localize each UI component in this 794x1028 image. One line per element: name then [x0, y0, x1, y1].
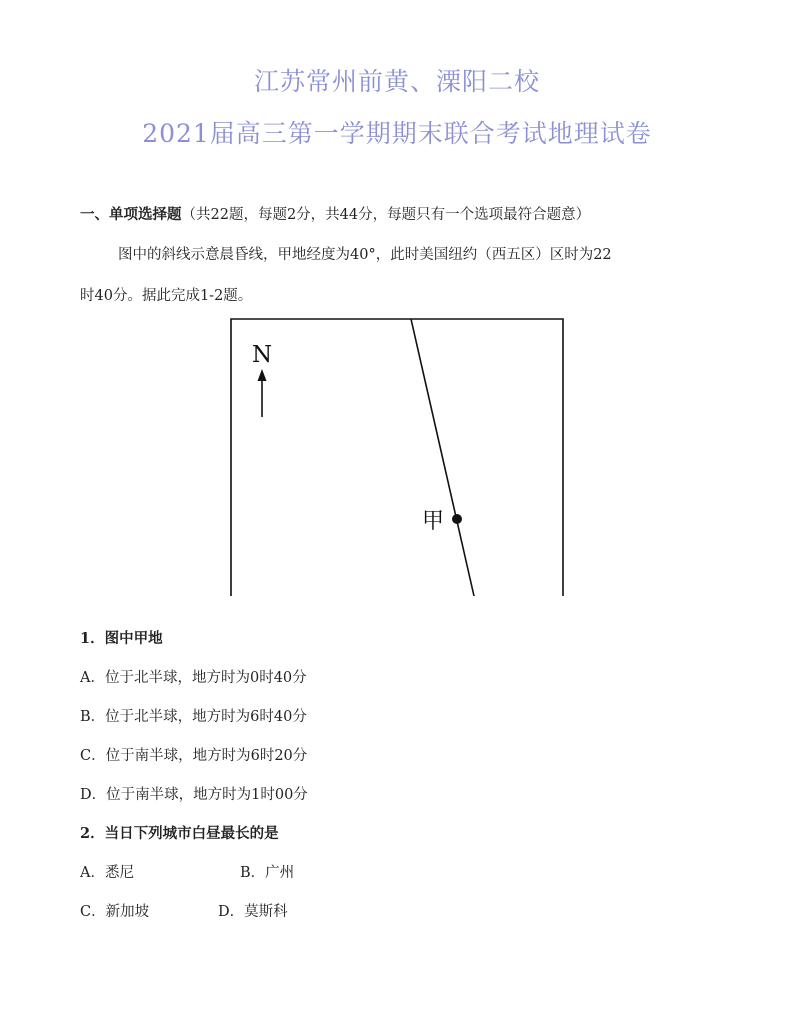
- question-2-option-b: B．广州: [240, 865, 295, 881]
- terminator-diagram: [230, 318, 566, 598]
- question-2-option-d: D．莫斯科: [218, 904, 288, 920]
- intro-line2: 时40分。据此完成1-2题。: [80, 288, 253, 304]
- question-2-option-a: A．悉尼: [80, 865, 134, 881]
- question-1-option-c: C．位于南半球，地方时为6时20分: [80, 748, 308, 764]
- point-jia-label: 甲: [422, 509, 445, 534]
- question-2-option-c: C．新加坡: [80, 904, 150, 920]
- page-title-line1: 江苏常州前黄、溧阳二校: [253, 67, 540, 96]
- section-heading-note: （共22题，每题2分，共44分，每题只有一个选项最符合题意）: [181, 207, 591, 223]
- north-label: N: [252, 342, 273, 368]
- section-heading-label: 一、单项选择题: [80, 206, 182, 223]
- question-2-stem: 2．当日下列城市白昼最长的是: [80, 825, 279, 842]
- intro-line1: 图中的斜线示意晨昏线，甲地经度为40°，此时美国纽约（西五区）区时为22: [118, 247, 612, 263]
- diagram-frame: [231, 319, 563, 596]
- question-1-option-b: B．位于北半球，地方时为6时40分: [80, 709, 307, 725]
- question-1-stem: 1．图中甲地: [80, 630, 163, 647]
- question-1-option-d: D．位于南半球，地方时为1时00分: [80, 787, 308, 803]
- north-arrow-icon: [258, 369, 267, 381]
- page-title-line2: 2021届高三第一学期期末联合考试地理试卷: [142, 119, 652, 148]
- terminator-line: [411, 319, 474, 596]
- question-1-option-a: A．位于北半球，地方时为0时40分: [80, 670, 307, 686]
- section-heading: [80, 203, 590, 224]
- point-jia-dot: [452, 514, 462, 524]
